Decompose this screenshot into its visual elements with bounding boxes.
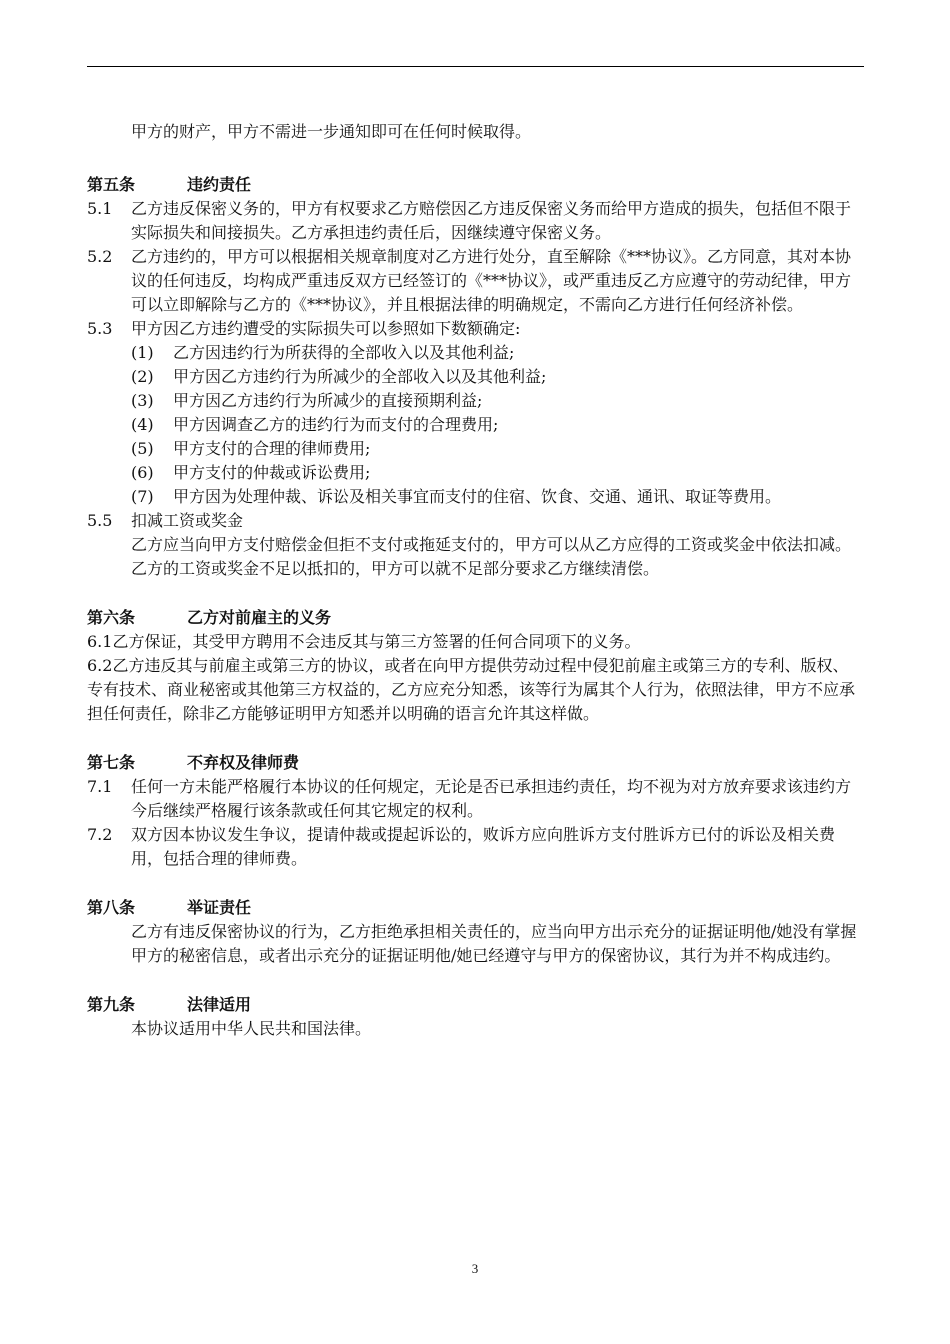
article-8-body: 乙方有违反保密协议的行为，乙方拒绝承担相关责任的，应当向甲方出示充分的证据证明他/她没有掌握甲方的秘密信息，或者出示充分的证据证明他/她已经遵守与甲方的保密协议，其行为并不构成违约。 <box>131 922 857 965</box>
article-6-heading <box>87 606 864 630</box>
sub-item-text: 甲方支付的仲裁或诉讼费用; <box>173 463 371 482</box>
sub-item <box>87 485 864 509</box>
sub-item-number: (5) <box>131 439 154 458</box>
article-9-heading <box>87 993 864 1017</box>
clause-text: 双方因本协议发生争议，提请仲裁或提起诉讼的，败诉方应向胜诉方支付胜诉方已付的诉讼及相关费用，包括合理的律师费。 <box>131 825 836 868</box>
sub-item <box>87 389 864 413</box>
clause-5-1 <box>87 197 864 245</box>
article-title: 不弃权及律师费 <box>187 753 300 772</box>
header-rule <box>87 66 864 67</box>
article-title: 举证责任 <box>187 898 252 917</box>
sub-item <box>87 413 864 437</box>
sub-item-text: 乙方因违约行为所获得的全部收入以及其他利益; <box>173 343 515 362</box>
document-body <box>87 120 864 1041</box>
clause-text: 任何一方未能严格履行本协议的任何规定，无论是否已承担违约责任，均不视为对方放弃要求该违约方今后继续严格履行该条款或任何其它规定的权利。 <box>131 777 852 820</box>
article-8-heading <box>87 896 864 920</box>
sub-item <box>87 341 864 365</box>
sub-item-number: (1) <box>131 343 154 362</box>
sub-item-text: 甲方因为处理仲裁、诉讼及相关事宜而支付的住宿、饮食、交通、通讯、取证等费用。 <box>173 487 782 506</box>
sub-item <box>87 365 864 389</box>
article-7-heading <box>87 751 864 775</box>
clause-7-1 <box>87 775 864 823</box>
sub-item-number: (2) <box>131 367 154 386</box>
clause-5-2 <box>87 245 864 317</box>
clause-text: 甲方因乙方违约遭受的实际损失可以参照如下数额确定: <box>131 319 521 338</box>
article-5-heading <box>87 173 864 197</box>
article-number: 第八条 <box>87 898 136 917</box>
article-number: 第六条 <box>87 608 136 627</box>
clause-5-3 <box>87 317 864 341</box>
article-title: 违约责任 <box>187 175 252 194</box>
sub-item-text: 甲方因调查乙方的违约行为而支付的合理费用; <box>173 415 499 434</box>
clause-number: 5.5 <box>87 511 113 530</box>
intro-paragraph: 甲方的财产，甲方不需进一步通知即可在任何时候取得。 <box>131 122 532 141</box>
article-title: 乙方对前雇主的义务 <box>187 608 332 627</box>
article-number: 第五条 <box>87 175 136 194</box>
clause-number: 5.3 <box>87 319 113 338</box>
article-title: 法律适用 <box>187 995 252 1014</box>
article-number: 第九条 <box>87 995 136 1014</box>
clause-7-2 <box>87 823 864 871</box>
clause-text: 乙方违反保密义务的，甲方有权要求乙方赔偿因乙方违反保密义务而给甲方造成的损失，包括但不限于实际损失和间接损失。乙方承担违约责任后，因继续遵守保密义务。 <box>131 199 852 242</box>
clause-text: 乙方违约的，甲方可以根据相关规章制度对乙方进行处分，直至解除《***协议》。乙方同意，其对本协议的任何违反，均构成严重违反双方已经签订的《***协议》，或严重违反乙方应遵守的劳动纪律，甲方可以立即解除与乙方的《***协议》，并且根据法律的明确规定，不需向乙方进行任何经济补偿。 <box>131 247 852 314</box>
clause-5-5-body: 乙方应当向甲方支付赔偿金但拒不支付或拖延支付的，甲方可以从乙方应得的工资或奖金中依法扣减。乙方的工资或奖金不足以抵扣的，甲方可以就不足部分要求乙方继续清偿。 <box>131 535 852 578</box>
clause-number: 7.2 <box>87 825 113 844</box>
sub-item-number: (3) <box>131 391 154 410</box>
sub-item <box>87 461 864 485</box>
sub-item-number: (7) <box>131 487 154 506</box>
article-9-body: 本协议适用中华人民共和国法律。 <box>131 1019 372 1038</box>
clause-number: 5.2 <box>87 247 113 266</box>
article-number: 第七条 <box>87 753 136 772</box>
sub-item-text: 甲方因乙方违约行为所减少的全部收入以及其他利益; <box>173 367 547 386</box>
clause-6-2: 6.2乙方违反其与前雇主或第三方的协议，或者在向甲方提供劳动过程中侵犯前雇主或第三方的专利、版权、专有技术、商业秘密或其他第三方权益的，乙方应充分知悉，该等行为属其个人行为，依照法律，甲方不应承担任何责任，除非乙方能够证明甲方知悉并以明确的语言允许其这样做。 <box>87 656 856 723</box>
sub-item-text: 甲方因乙方违约行为所减少的直接预期利益; <box>173 391 483 410</box>
clause-5-5 <box>87 509 864 533</box>
clause-number: 5.1 <box>87 199 113 218</box>
page-number: 3 <box>471 1261 479 1276</box>
sub-item-number: (6) <box>131 463 154 482</box>
sub-item <box>87 437 864 461</box>
clause-text: 扣减工资或奖金 <box>131 511 244 530</box>
clause-number: 7.1 <box>87 777 113 796</box>
clause-6-1: 6.1乙方保证，其受甲方聘用不会违反其与第三方签署的任何合同项下的义务。 <box>87 632 641 651</box>
sub-item-text: 甲方支付的合理的律师费用; <box>173 439 371 458</box>
sub-item-number: (4) <box>131 415 154 434</box>
